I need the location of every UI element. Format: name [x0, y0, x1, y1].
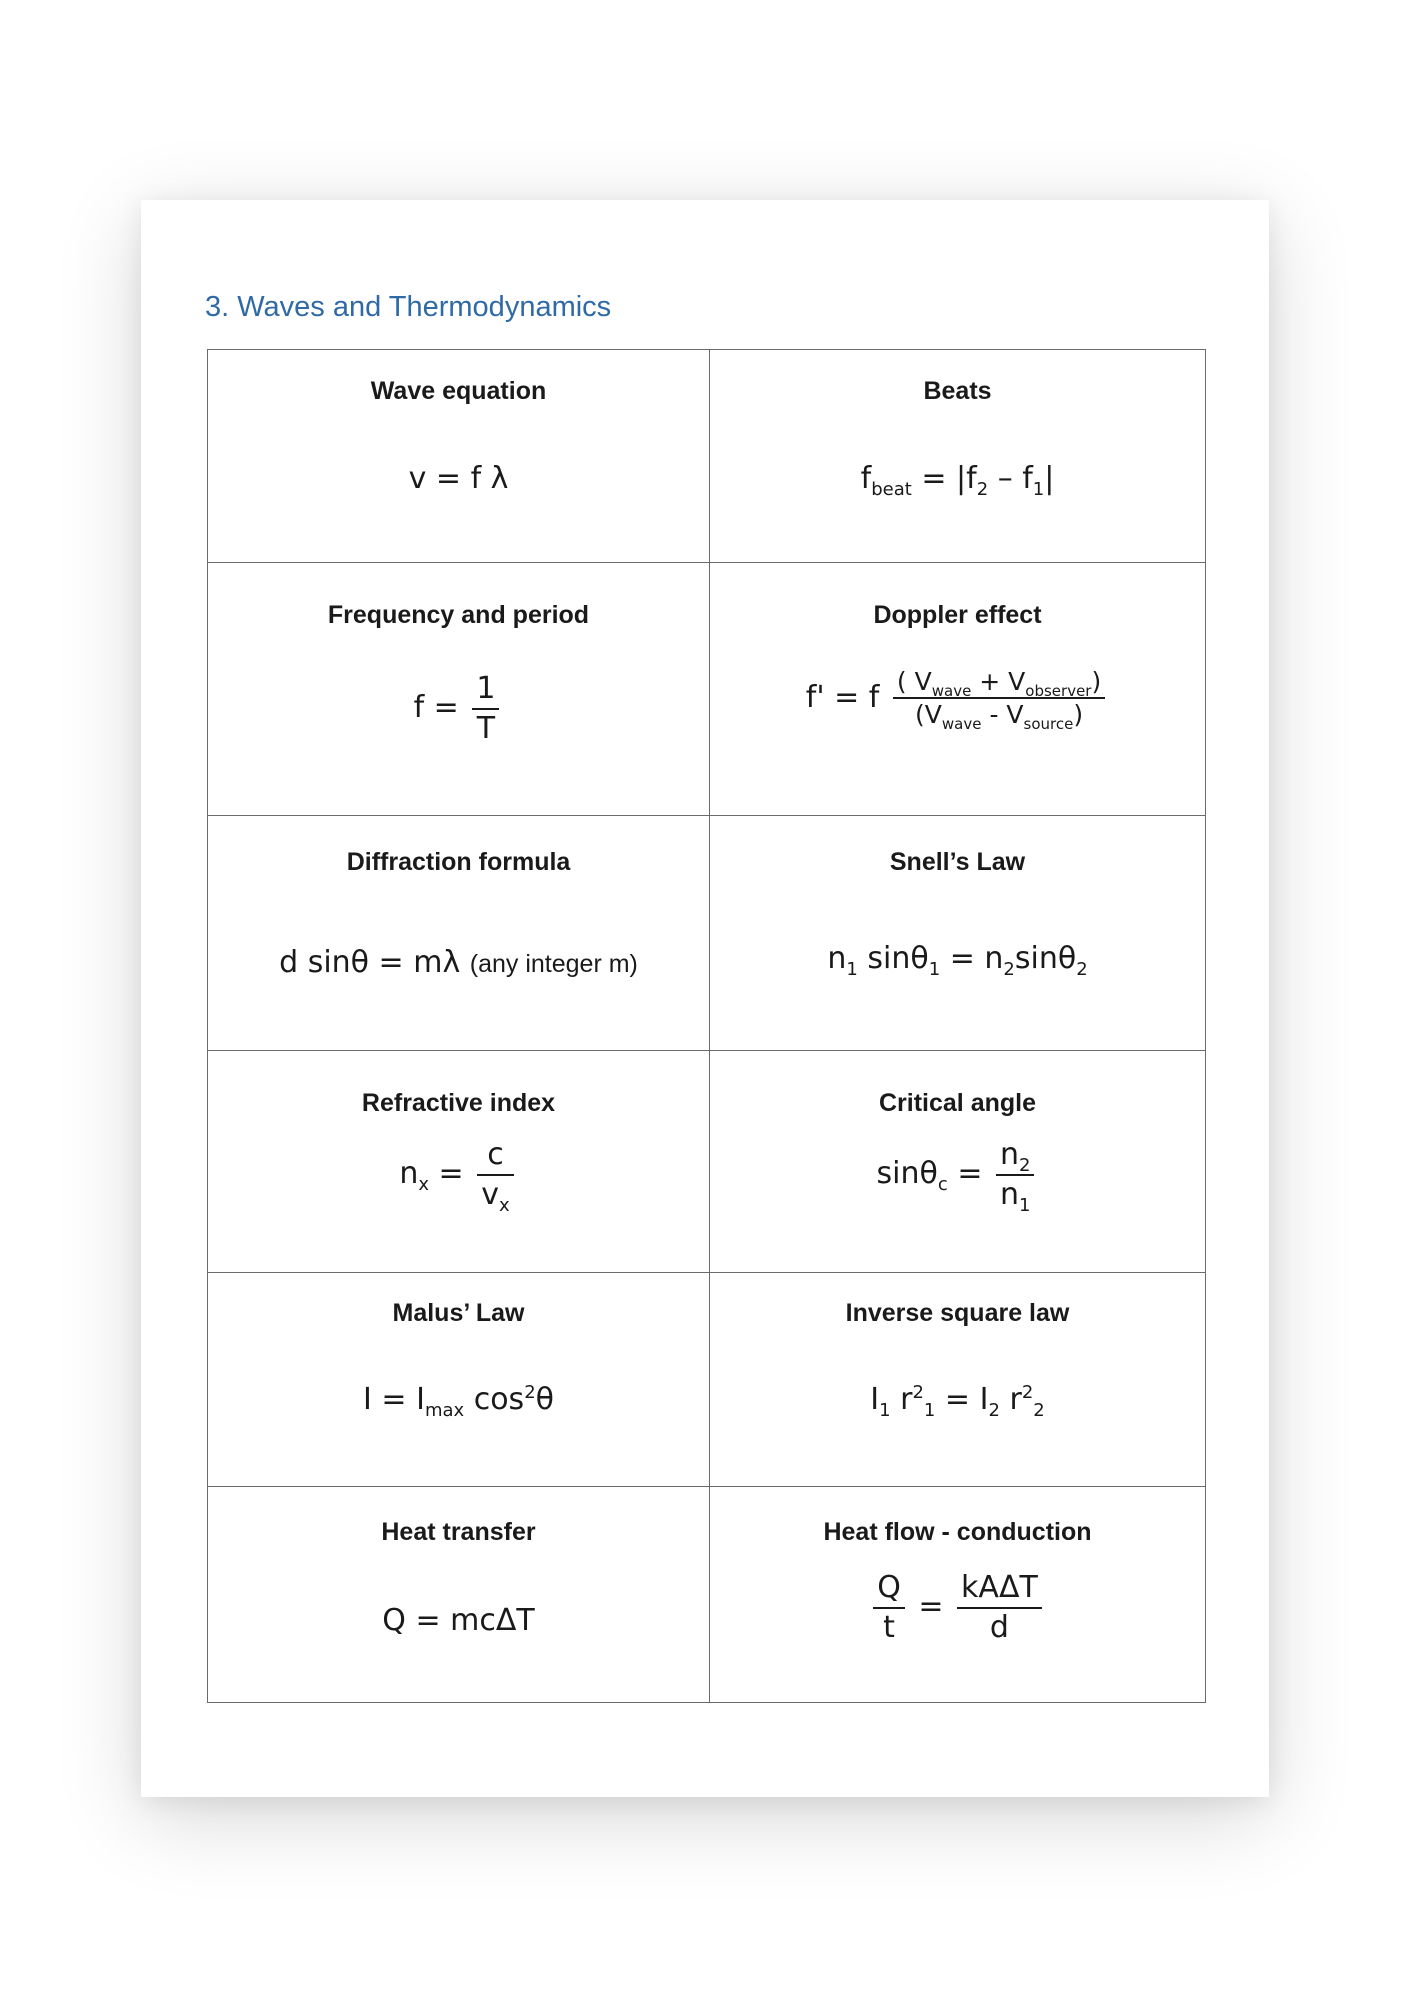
paren: ) — [1091, 667, 1102, 696]
formula-subscript: 1 — [846, 959, 858, 980]
cell-title: Snell’s Law — [889, 848, 1026, 876]
cell-title: Heat flow - conduction — [823, 1518, 1092, 1546]
section-title: 3. Waves and Thermodynamics — [205, 291, 612, 323]
fraction-denominator: T — [476, 710, 496, 746]
malus-formula — [208, 1382, 709, 1421]
formula-symbol: f — [1022, 461, 1033, 496]
fraction-denominator — [893, 699, 1105, 734]
cell-title: Heat transfer — [381, 1518, 536, 1546]
formula-symbol: V — [914, 667, 932, 696]
fraction-numerator — [996, 1136, 1034, 1176]
formula-superscript: 2 — [912, 1382, 924, 1403]
cell-title: Inverse square law — [845, 1299, 1070, 1327]
cell-title: Malus’ Law — [392, 1299, 525, 1327]
formula-subscript: 1 — [928, 959, 941, 980]
formula-symbol: – — [997, 461, 1013, 496]
fraction-denominator: d — [989, 1609, 1009, 1645]
formula-symbol: I — [870, 1382, 880, 1417]
cell-wave-equation — [208, 350, 710, 563]
formula-symbol: V — [1008, 667, 1026, 696]
conduction-formula — [710, 1569, 1205, 1646]
formula-lhs: f' = f — [805, 679, 880, 715]
cell-title: Wave equation — [370, 377, 547, 405]
cell-title: Diffraction formula — [346, 848, 571, 876]
cell-malus — [208, 1273, 710, 1487]
frequency-period-formula — [208, 670, 709, 747]
cell-frequency-period — [208, 563, 710, 816]
formula-subscript: x — [499, 1194, 510, 1216]
cell-critical-angle — [710, 1051, 1206, 1273]
formula-symbol: I — [979, 1382, 989, 1417]
cell-heat-transfer — [208, 1487, 710, 1703]
formula-subscript: wave — [941, 715, 982, 734]
formula-subscript: 1 — [879, 1400, 891, 1421]
formula-symbol: = — [918, 1589, 944, 1624]
formula-symbol: = — [944, 1382, 971, 1417]
formula-symbol: = — [435, 461, 462, 496]
cell-title: Critical angle — [879, 1089, 1036, 1117]
formula-subscript: 2 — [988, 1400, 1000, 1421]
fraction-numerator: Q — [873, 1569, 905, 1609]
heat-transfer-formula — [208, 1603, 709, 1638]
formula-symbol: - — [989, 700, 999, 730]
wave-equation-formula — [208, 461, 709, 496]
cell-doppler — [710, 563, 1206, 816]
critical-angle-formula — [710, 1136, 1205, 1216]
formula-symbol: + — [979, 667, 1001, 696]
formula-superscript: 2 — [1021, 1382, 1034, 1403]
diffraction-formula — [208, 945, 709, 980]
formula-subscript: 2 — [1003, 959, 1015, 980]
formula-symbol: sinθ — [867, 941, 929, 976]
beats-formula — [710, 461, 1205, 500]
formula-subscript: 2 — [1019, 1155, 1031, 1176]
formula-symbol: = — [957, 1156, 983, 1191]
cell-conduction — [710, 1487, 1206, 1703]
formula-subscript: wave — [931, 682, 972, 700]
table-row — [208, 816, 1206, 1051]
formula-symbol: v — [408, 461, 427, 496]
inverse-square-formula — [710, 1382, 1205, 1421]
snell-formula — [710, 941, 1205, 980]
formula-symbol: n — [399, 1156, 419, 1191]
fraction — [957, 1569, 1042, 1646]
formula-subscript: 1 — [923, 1400, 936, 1421]
formula-symbol: = — [381, 1382, 407, 1417]
formula-symbol: I — [362, 1382, 372, 1417]
formula-lhs: f = — [413, 690, 459, 725]
cell-diffraction — [208, 816, 710, 1051]
formula-subscript: 2 — [1033, 1400, 1045, 1421]
paren: ) — [1073, 700, 1084, 730]
table-row — [208, 1051, 1206, 1273]
fraction-numerator: kAΔT — [957, 1569, 1042, 1609]
cell-beats — [710, 350, 1206, 563]
fraction-numerator — [893, 666, 1105, 699]
cell-title: Doppler effect — [873, 601, 1042, 629]
refractive-index-formula — [208, 1136, 709, 1216]
fraction — [477, 1136, 513, 1216]
fraction — [893, 666, 1105, 734]
table-row — [208, 350, 1206, 563]
cell-refractive-index — [208, 1051, 710, 1273]
formula-subscript: 1 — [1019, 1194, 1031, 1216]
formula-expression: d sinθ = mλ — [279, 945, 461, 980]
formula-subscript: 1 — [1032, 479, 1045, 500]
formula-symbol: λ — [490, 461, 509, 496]
formula-superscript: 2 — [524, 1382, 536, 1403]
paren: ( — [896, 667, 907, 696]
formula-symbol: n — [984, 941, 1004, 976]
formula-symbol: = — [921, 461, 947, 496]
formula-symbol: = — [438, 1156, 464, 1191]
formula-symbol: sinθ — [1014, 941, 1077, 976]
formula-symbol: n — [1000, 1137, 1020, 1172]
fraction-denominator — [996, 1176, 1034, 1214]
formula-subscript: 2 — [976, 479, 989, 500]
formula-symbol: f — [470, 461, 482, 496]
formula-symbol: cos — [473, 1382, 525, 1417]
cell-inverse-square — [710, 1273, 1206, 1487]
fraction — [873, 1569, 905, 1646]
formula-symbol: f — [966, 461, 977, 496]
cell-snell — [710, 816, 1206, 1051]
formula-symbol: | — [1044, 461, 1055, 496]
formula-symbol: = — [949, 941, 975, 976]
formula-symbol: θ — [535, 1382, 554, 1417]
paren: ( — [915, 700, 925, 730]
fraction-denominator — [477, 1176, 513, 1214]
doppler-formula — [710, 666, 1205, 734]
formula-table — [207, 349, 1206, 1703]
formula-symbol: n — [827, 941, 847, 976]
formula-note: (any integer m) — [469, 950, 638, 978]
formula-symbol: sinθ — [876, 1156, 938, 1191]
formula-expression: Q = mcΔT — [382, 1603, 535, 1638]
cell-title: Frequency and period — [327, 601, 590, 629]
formula-subscript: source — [1023, 715, 1074, 734]
formula-symbol: | — [956, 461, 967, 496]
table-row — [208, 563, 1206, 816]
formula-sheet-page — [141, 200, 1269, 1797]
formula-symbol: f — [860, 461, 872, 496]
fraction-numerator: c — [477, 1136, 513, 1176]
formula-symbol: I — [416, 1382, 425, 1417]
formula-subscript: c — [937, 1174, 948, 1195]
table-row — [208, 1273, 1206, 1487]
formula-symbol: V — [924, 700, 942, 730]
formula-subscript: x — [418, 1174, 429, 1195]
fraction-denominator: t — [883, 1609, 895, 1645]
formula-subscript: observer — [1025, 682, 1092, 700]
formula-symbol: r — [1009, 1382, 1022, 1417]
cell-title: Beats — [923, 377, 992, 405]
formula-subscript: 2 — [1076, 959, 1088, 980]
formula-symbol: V — [1006, 700, 1024, 730]
formula-subscript: max — [424, 1400, 465, 1421]
table-row — [208, 1487, 1206, 1703]
fraction-numerator: 1 — [472, 670, 499, 710]
formula-symbol: n — [1000, 1176, 1020, 1212]
fraction — [996, 1136, 1034, 1216]
fraction — [472, 670, 499, 747]
formula-symbol: v — [481, 1176, 499, 1212]
cell-title: Refractive index — [361, 1089, 556, 1117]
formula-symbol: r — [900, 1382, 913, 1417]
formula-subscript: beat — [871, 479, 912, 500]
